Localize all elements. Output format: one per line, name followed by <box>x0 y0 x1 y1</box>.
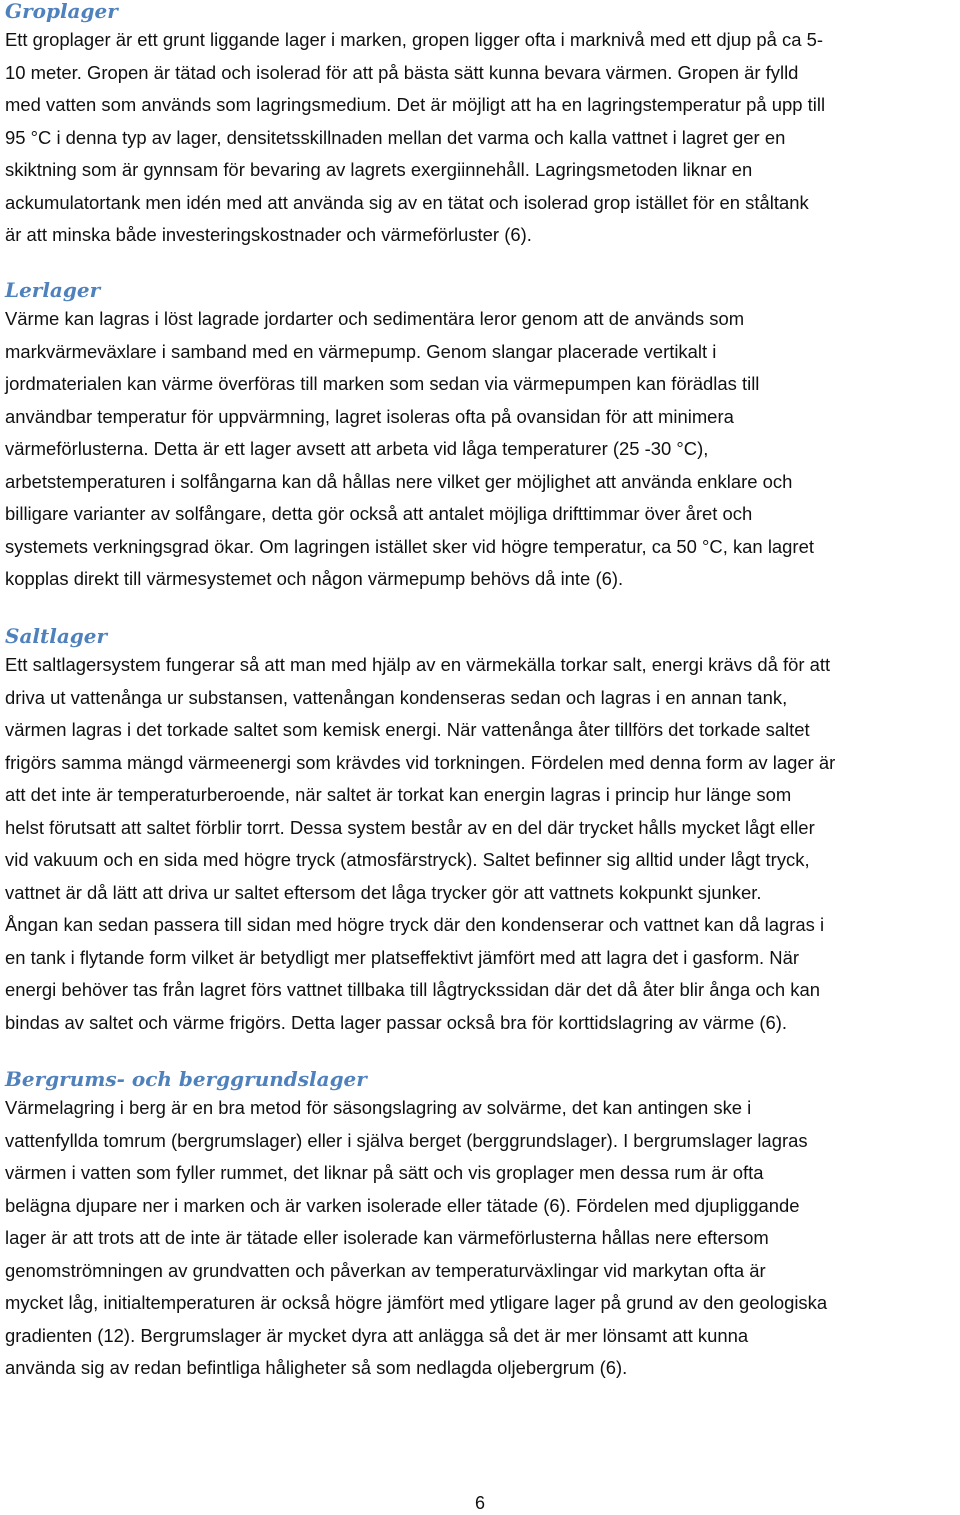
section-heading: Groplager <box>5 0 118 23</box>
text-line: jordmaterialen kan värme överföras till marken som sedan via värmepumpen kan förädlas till <box>5 373 760 394</box>
section-saltlager <box>5 623 960 1039</box>
text-line: att det inte är temperaturberoende, när saltet är torkat kan energin lagras i princip hur länge som <box>5 784 792 805</box>
text-line: Värmelagring i berg är en bra metod för säsongslagring av solvärme, det kan antingen ske i <box>5 1097 752 1118</box>
text-line: arbetstemperaturen i solfångarna kan då hållas nere vilket ger möjlighet att använda enklare och <box>5 470 793 492</box>
text-line: energi behöver tas från lagret förs vattnet tillbaka till lågtryckssidan där det då åter blir ånga och kan <box>5 979 820 1000</box>
text-line: vid vakuum och en sida med högre tryck (atmosfärstryck). Saltet befinner sig alltid under lågt tryck, <box>5 849 810 870</box>
text-line: gradienten (12). Bergrumslager är mycket dyra att anlägga så det är mer lönsamt att kunna <box>5 1324 749 1346</box>
text-line: Ångan kan sedan passera till sidan med högre tryck där den kondenserar och vattnet kan då lagras i <box>5 914 825 935</box>
text-line: billigare varianter av solfångare, detta gör också att antalet möjliga drifttimmar över året och <box>5 503 753 524</box>
text-line: genomströmningen av grundvatten och påverkan av temperaturväxlingar vid markytan ofta är <box>5 1259 766 1281</box>
text-line: 95 °C i denna typ av lager, densitetsskillnaden mellan det varma och kalla vattnet i lagret ger en <box>5 126 786 148</box>
text-line: Värme kan lagras i löst lagrade jordarter och sedimentära leror genom att de används som <box>5 308 745 329</box>
section-paragraph <box>5 303 960 596</box>
section-heading: Lerlager <box>5 278 101 302</box>
section-heading: Saltlager <box>5 624 108 648</box>
section-paragraph <box>5 1092 960 1385</box>
text-line: med vatten som används som lagringsmedium. Det är möjligt att ha en lagringstemperatur på upp till <box>5 94 826 115</box>
text-line: använda sig av redan befintliga håligheter så som nedlagda oljebergrum (6). <box>5 1357 628 1378</box>
section-paragraph <box>5 649 960 1039</box>
text-line: skiktning som är gynnsam för bevaring av lagrets exergiinnehåll. Lagringsmetoden liknar en <box>5 159 753 180</box>
section-heading: Bergrums- och berggrundslager <box>5 1067 367 1091</box>
text-line: belägna djupare ner i marken och är varken isolerade eller tätade (6). Fördelen med djupliggande <box>5 1194 800 1216</box>
text-line: bindas av saltet och värme frigörs. Detta lager passar också bra för korttidslagring av värme (6). <box>5 1011 788 1033</box>
text-line: systemets verkningsgrad ökar. Om lagringen istället sker vid högre temperatur, ca 50 °C, kan lagret <box>5 535 814 557</box>
text-line: värmen lagras i det torkade saltet som kemisk energi. När vattenånga åter tillförs det torkade saltet <box>5 719 810 740</box>
text-line: vattenfyllda tomrum (bergrumslager) eller i själva berget (berggrundslager). I bergrumslager lagras <box>5 1129 808 1151</box>
text-line: värmeförlusterna. Detta är ett lager avsett att arbeta vid låga temperaturer (25 -30 °C), <box>5 438 709 459</box>
text-line: kopplas direkt till värmesystemet och någon värmepump behövs då inte (6). <box>5 568 624 589</box>
text-line: Ett saltlagersystem fungerar så att man med hjälp av en värmekälla torkar salt, energi krävs då för att <box>5 654 831 675</box>
section-lerlager <box>5 277 960 596</box>
text-line: Ett groplager är ett grunt liggande lager i marken, gropen ligger ofta i marknivå med ett djup på ca 5- <box>5 29 824 50</box>
text-line: vattnet är då lätt att driva ur saltet eftersom det låga trycker gör att vattnets kokpunkt sjunker. <box>5 881 762 903</box>
text-line: ackumulatortank men idén med att använda sig av en tätat och isolerad grop istället för en ståltank <box>5 191 809 213</box>
text-line: frigörs samma mängd värmeenergi som krävdes vid torkningen. Fördelen med denna form av lager är <box>5 751 836 773</box>
text-line: mycket låg, initialtemperaturen är också högre jämfört med ytligare lager på grund av den geologiska <box>5 1292 828 1313</box>
text-line: är att minska både investeringskostnader och värmeförluster (6). <box>5 224 532 245</box>
section-groplager <box>5 0 960 252</box>
text-line: användbar temperatur för uppvärmning, lagret isoleras ofta på ovansidan för att minimera <box>5 405 734 427</box>
text-line: lager är att trots att de inte är tätade eller isolerade kan värmeförlusterna hållas nere eftersom <box>5 1227 769 1248</box>
text-line: 10 meter. Gropen är tätad och isolerad för att på bästa sätt kunna bevara värmen. Gropen är fylld <box>5 61 799 83</box>
text-line: markvärmeväxlare i samband med en värmepump. Genom slangar placerade vertikalt i <box>5 340 717 362</box>
section-paragraph <box>5 24 960 252</box>
text-line: driva ut vattenånga ur substansen, vattenångan kondenseras sedan och lagras i en annan tank, <box>5 686 788 708</box>
text-line: helst förutsatt att saltet förblir torrt. Dessa system består av en del där trycket hålls mycket lågt eller <box>5 816 815 838</box>
text-line: en tank i flytande form vilket är betydligt mer platseffektivt jämfört med att lagra det i gasform. När <box>5 946 800 968</box>
page-number: 6 <box>474 1493 485 1513</box>
section-bergrums-och-berggrundslager <box>5 1066 960 1385</box>
text-line: värmen i vatten som fyller rummet, det liknar på sätt och vis groplager men dessa rum är ofta <box>5 1162 764 1183</box>
